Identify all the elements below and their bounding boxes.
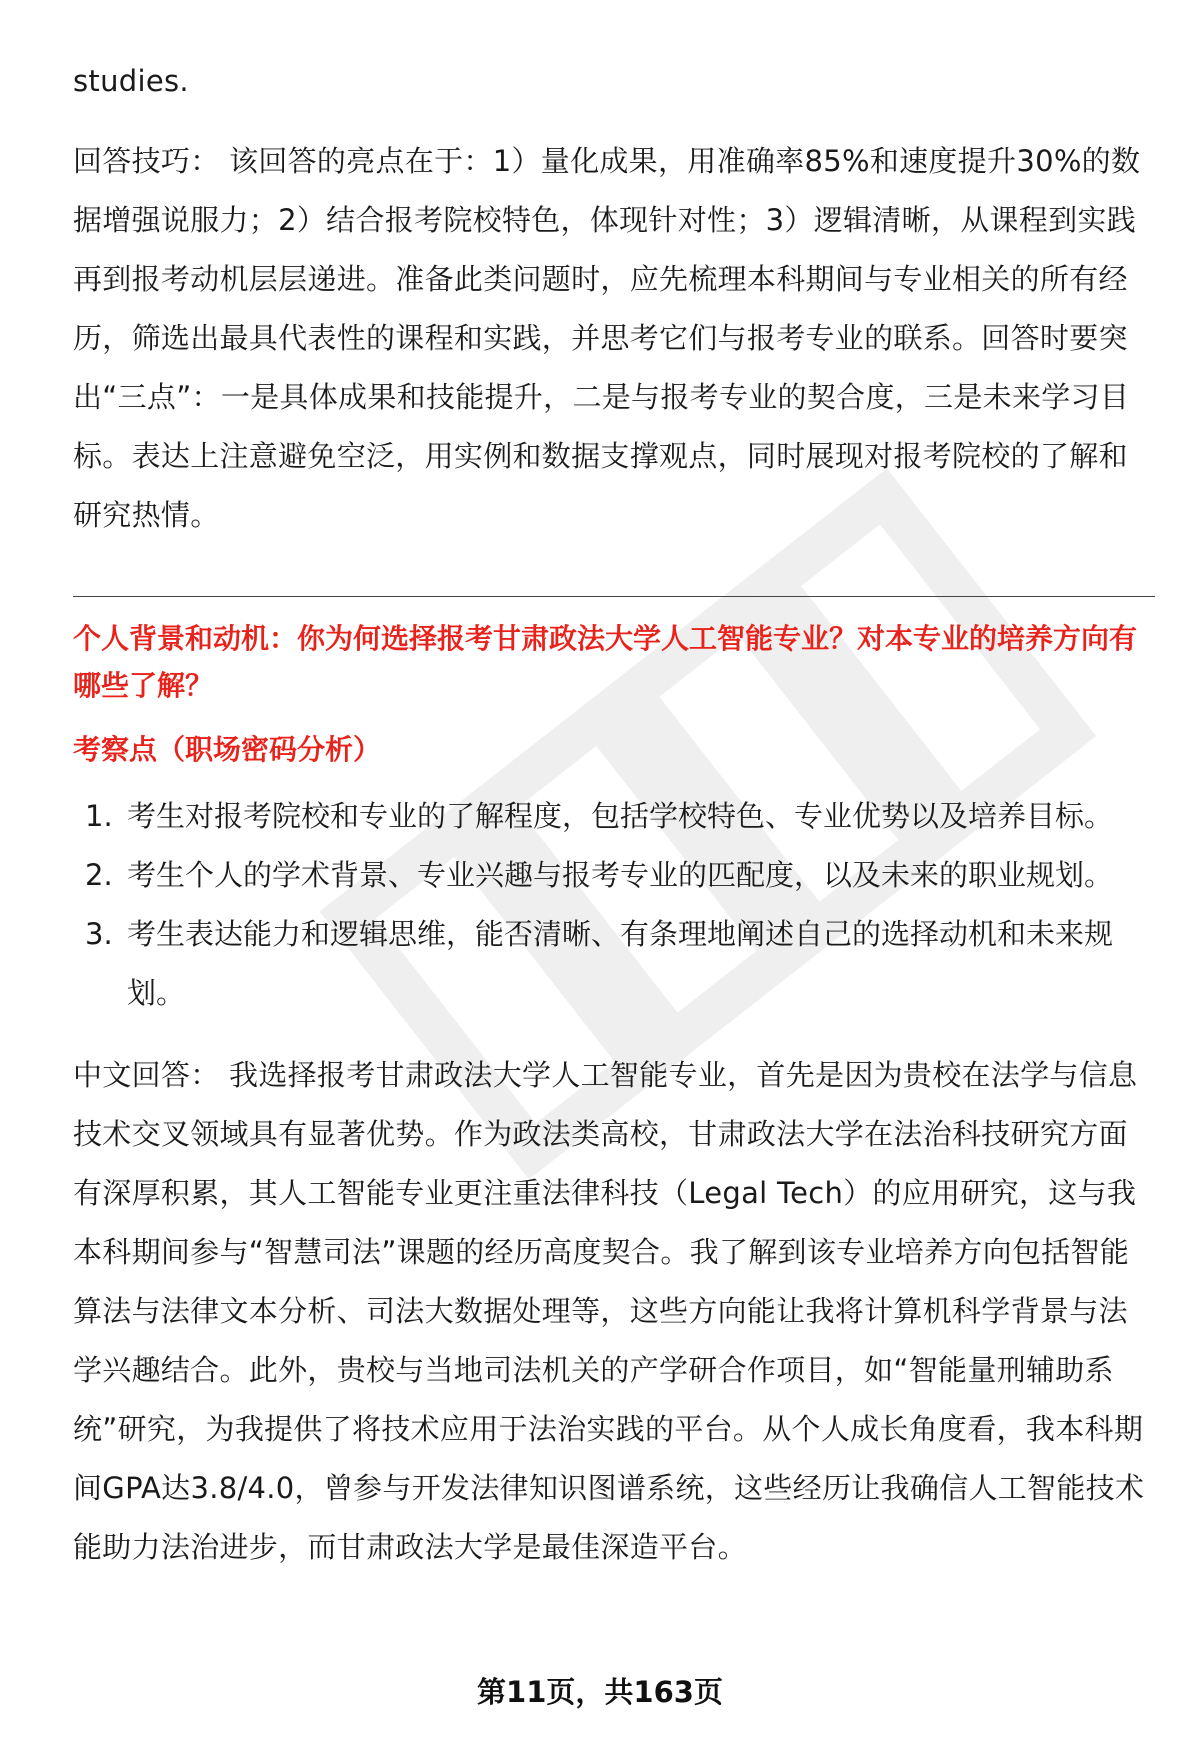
list-item-text: 考生表达能力和逻辑思维，能否清晰、有条理地阐述自己的选择动机和未来规划。	[127, 917, 1114, 1010]
page-content	[73, 52, 1155, 1577]
list-item-number: 2.	[85, 858, 113, 892]
section-divider	[73, 596, 1155, 597]
list-item-number: 3.	[85, 917, 113, 951]
list-item-number: 1.	[85, 799, 113, 833]
intro-tail-text: studies.	[73, 64, 189, 98]
answer-tips-paragraph: 回答技巧： 该回答的亮点在于：1）量化成果，用准确率85%和速度提升30%的数据增强说服力；2）结合报考院校特色，体现针对性；3）逻辑清晰，从课程到实践再到报考动机层层递进。准备此类问题时，应先梳理本科期间与专业相关的所有经历，筛选出最具代表性的课程和实践，并思考它们与报考专业的联系。回答时要突出“三点”：一是具体成果和技能提升，二是与报考专业的契合度，三是未来学习目标。表达上注意避免空泛，用实例和数据支撑观点，同时展现对报考院校的了解和研究热情。	[73, 144, 1141, 532]
focus-points-list	[73, 787, 1155, 1023]
list-item	[73, 846, 1155, 905]
focus-points-title: 考察点（职场密码分析）	[73, 733, 382, 766]
list-item-text: 考生个人的学术背景、专业兴趣与报考专业的匹配度，以及未来的职业规划。	[127, 858, 1114, 892]
list-item	[73, 787, 1155, 846]
chinese-answer-paragraph: 中文回答： 我选择报考甘肃政法大学人工智能专业，首先是因为贵校在法学与信息技术交叉领域具有显著优势。作为政法类高校，甘肃政法大学在法治科技研究方面有深厚积累，其人工智能专业更注重法律科技（Legal Tech）的应用研究，这与我本科期间参与“智慧司法”课题的经历高度契合。我了解到该专业培养方向包括智能算法与法律文本分析、司法大数据处理等，这些方向能让我将计算机科学背景与法学兴趣结合。此外，贵校与当地司法机关的产学研合作项目，如“智能量刑辅助系统”研究，为我提供了将技术应用于法治实践的平台。从个人成长角度看，我本科期间GPA达3.8/4.0，曾参与开发法律知识图谱系统，这些经历让我确信人工智能技术能助力法治进步，而甘肃政法大学是最佳深造平台。	[73, 1058, 1145, 1564]
list-item	[73, 905, 1155, 1023]
page-number-footer: 第11页，共163页	[477, 1675, 723, 1709]
question-title: 个人背景和动机：你为何选择报考甘肃政法大学人工智能专业？对本专业的培养方向有哪些了解？	[73, 622, 1138, 702]
list-item-text: 考生对报考院校和专业的了解程度，包括学校特色、专业优势以及培养目标。	[127, 799, 1114, 833]
